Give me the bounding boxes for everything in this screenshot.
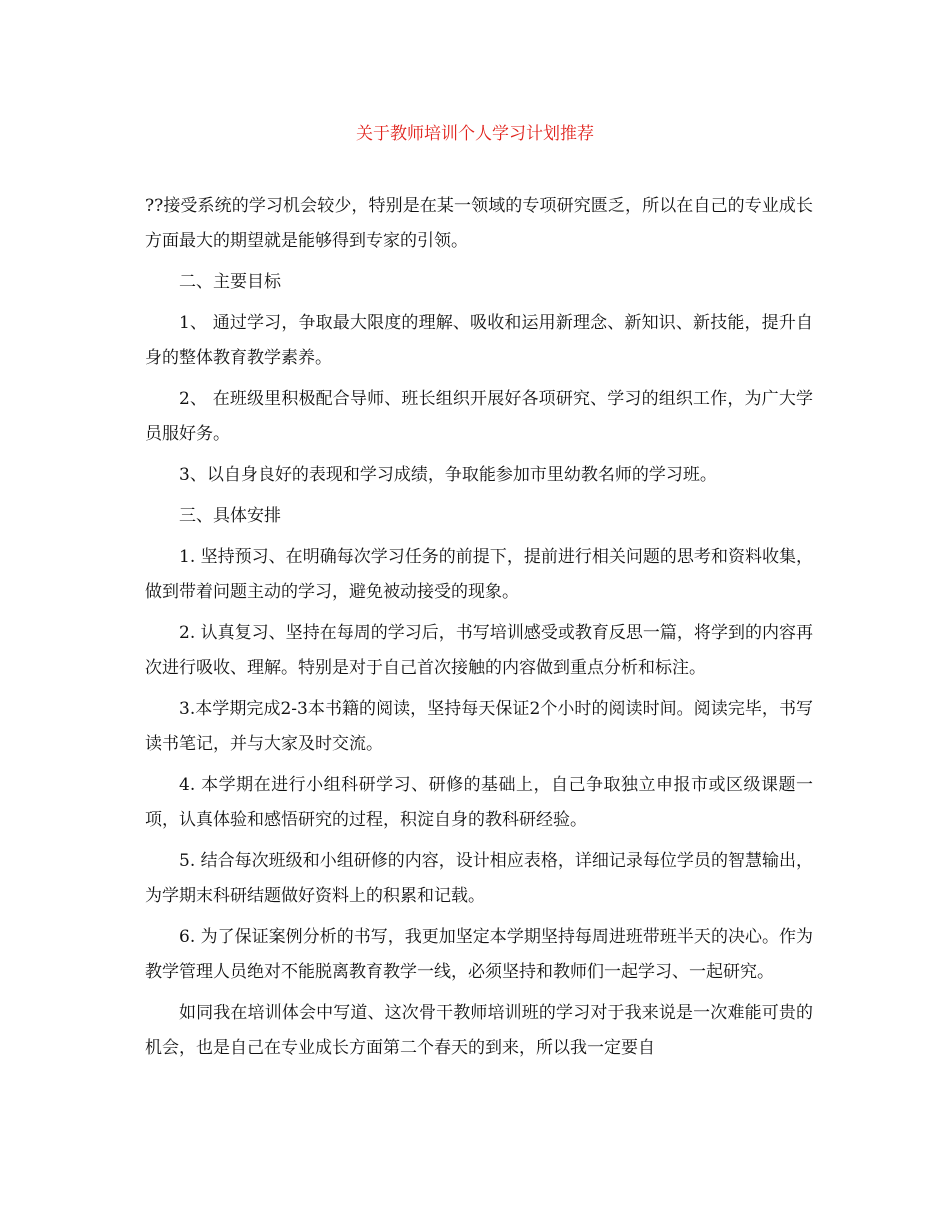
paragraph: 3.本学期完成2-3本书籍的阅读，坚持每天保证2个小时的阅读时间。阅读完毕，书写读书笔记，并与大家及时交流。 [145, 699, 813, 754]
paragraph: ??接受系统的学习机会较少，特别是在某一领域的专项研究匮乏，所以在自己的专业成长方面最大的期望就是能够得到专家的引领。 [145, 196, 813, 251]
paragraph: 5. 结合每次班级和小组研修的内容，设计相应表格，详细记录每位学员的智慧输出，为学期末科研结题做好资料上的积累和记载。 [145, 851, 813, 906]
paragraph: 3、以自身良好的表现和学习成绩，争取能参加市里幼教名师的学习班。 [179, 465, 717, 485]
paragraph: 2. 认真复习、坚持在每周的学习后，书写培训感受或教育反思一篇，将学到的内容再次进行吸收、理解。特别是对于自己首次接触的内容做到重点分析和标注。 [145, 623, 813, 678]
document-body [145, 189, 813, 1072]
paragraph: 1. 坚持预习、在明确每次学习任务的前提下，提前进行相关问题的思考和资料收集，做到带着问题主动的学习，避免被动接受的现象。 [145, 547, 813, 602]
paragraph: 二、主要目标 [179, 272, 281, 292]
paragraph: 2、 在班级里积极配合导师、班长组织开展好各项研究、学习的组织工作，为广大学员服好务。 [145, 389, 813, 444]
document-title: 关于教师培训个人学习计划推荐 [356, 124, 594, 144]
paragraph: 4. 本学期在进行小组科研学习、研修的基础上，自己争取独立申报市或区级课题一项，认真体验和感悟研究的过程，积淀自身的教科研经验。 [145, 775, 813, 830]
paragraph: 三、具体安排 [179, 506, 281, 526]
paragraph: 1、 通过学习，争取最大限度的理解、吸收和运用新理念、新知识、新技能，提升自身的整体教育教学素养。 [145, 313, 813, 368]
paragraph: 如同我在培训体会中写道、这次骨干教师培训班的学习对于我来说是一次难能可贵的机会，也是自己在专业成长方面第二个春天的到来，所以我一定要自 [145, 1003, 813, 1058]
paragraph: 6. 为了保证案例分析的书写，我更加坚定本学期坚持每周进班带班半天的决心。作为教学管理人员绝对不能脱离教育教学一线，必须坚持和教师们一起学习、一起研究。 [145, 927, 813, 982]
